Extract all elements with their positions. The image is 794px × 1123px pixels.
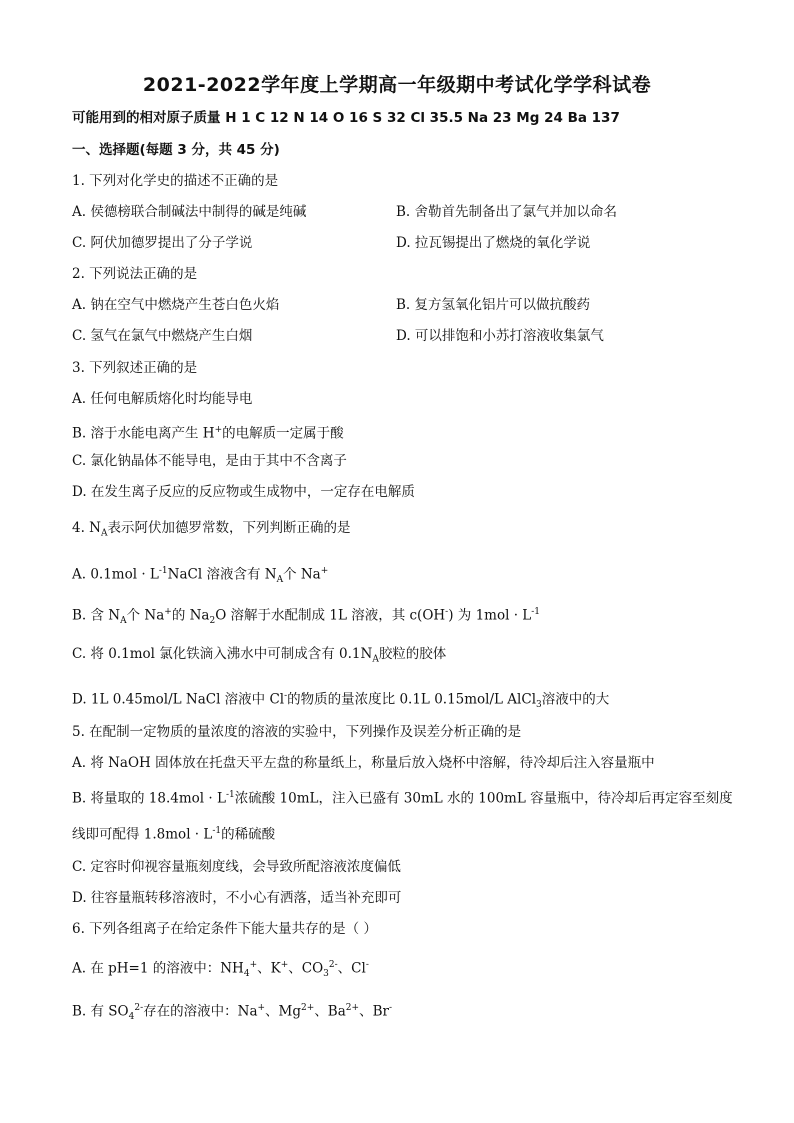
superscript: -	[445, 607, 449, 617]
option-b: B. 舍勒首先制备出了氯气并加以命名	[396, 204, 618, 220]
option-c: C. 氢气在氯气中燃烧产生白烟	[72, 328, 253, 344]
subscript: 4	[128, 1012, 135, 1023]
question-5-option-b	[72, 785, 733, 809]
option-text: A. 0.1mol · L	[72, 566, 159, 583]
option-a: A. 侯德榜联合制碱法中制得的碱是纯碱	[72, 204, 307, 220]
superscript: -	[365, 960, 369, 970]
question-3-stem: 3. 下列叙述正确的是	[72, 360, 198, 376]
option-text: 、Cl	[337, 960, 366, 977]
option-text: 的稀硫酸	[221, 826, 276, 843]
option-d: D. 可以排饱和小苏打溶液收集氯气	[396, 328, 604, 344]
superscript: -1	[531, 607, 541, 617]
option-text: NaCl 溶液含有 N	[167, 566, 277, 583]
question-4-option-c	[72, 644, 446, 670]
superscript: +	[320, 566, 329, 576]
question-3-option-b	[72, 420, 344, 444]
subscript: A	[276, 575, 284, 586]
option-text: 线即可配得 1.8mol · L	[72, 826, 213, 843]
superscript: -1	[225, 790, 235, 800]
option-text: 、CO	[288, 960, 324, 977]
option-d: D. 拉瓦锡提出了燃烧的氧化学说	[396, 235, 591, 251]
subscript: 4	[243, 969, 250, 980]
atomic-masses: 可能用到的相对原子质量 H 1 C 12 N 14 O 16 S 32 Cl 35.5 Na 23 Mg 24 Ba 137	[72, 110, 620, 126]
option-text: 的物质的量浓度比 0.1L 0.15mol/L AlCl	[287, 691, 537, 708]
question-2-options-ab	[72, 295, 722, 315]
option-text: 浓硫酸 10mL，注入已盛有 30mL 水的 100mL 容量瓶中，待冷却后再定容至刻度	[234, 790, 733, 807]
question-6-option-a	[72, 955, 369, 984]
option-text: 溶液中的大	[541, 691, 610, 708]
question-4-option-b	[72, 602, 540, 631]
superscript: -	[284, 691, 288, 701]
question-1-options-ab	[72, 202, 722, 222]
question-1-options-cd	[72, 233, 722, 253]
question-4-option-a	[72, 561, 328, 590]
question-5-option-b-continued	[72, 821, 275, 845]
option-text: ) 为 1mol · L	[448, 607, 532, 624]
question-2-options-cd	[72, 326, 722, 346]
superscript: -1	[158, 566, 168, 576]
superscript: 2-	[134, 1003, 144, 1013]
option-text: B. 溶于水能电离产生 H	[72, 425, 215, 442]
option-b: B. 复方氢氧化铝片可以做抗酸药	[396, 297, 591, 313]
question-3-option-d: D. 在发生离子反应的反应物或生成物中，一定存在电解质	[72, 484, 415, 500]
option-text: 个 Na	[126, 607, 165, 624]
question-2-stem: 2. 下列说法正确的是	[72, 266, 198, 282]
stem-text: 表示阿伏加德罗常数，下列判断正确的是	[107, 520, 351, 536]
option-text: 、Ba	[314, 1003, 346, 1020]
superscript: 2-	[328, 960, 338, 970]
option-text: A. 在 pH=1 的溶液中：NH	[72, 960, 244, 977]
superscript: +	[214, 425, 223, 435]
subscript: 3	[323, 969, 329, 980]
option-text: 、Mg	[265, 1003, 302, 1020]
option-text: B. 有 SO	[72, 1003, 129, 1020]
question-4-option-d	[72, 686, 609, 715]
question-6-stem: 6. 下列各组离子在给定条件下能大量共存的是（ ）	[72, 921, 377, 937]
option-text: C. 将 0.1mol 氯化铁滴入沸水中可制成含有 0.1N	[72, 646, 373, 662]
superscript: +	[164, 607, 172, 617]
option-c: C. 阿伏加德罗提出了分子学说	[72, 235, 253, 251]
superscript: -	[388, 1003, 392, 1013]
subscript: 2	[209, 616, 216, 627]
question-3-option-a: A. 任何电解质熔化时均能导电	[72, 391, 253, 407]
exam-title: 2021-2022学年度上学期高一年级期中考试化学学科试卷	[142, 74, 652, 96]
question-4-stem	[72, 518, 350, 544]
option-text: 、K	[257, 960, 281, 977]
subscript: A	[120, 616, 127, 627]
option-text: 的 Na	[171, 607, 210, 624]
option-text: B. 含 N	[72, 607, 121, 624]
subscript: A	[372, 654, 379, 665]
option-text: 、Br	[359, 1003, 389, 1020]
subscript: A	[100, 528, 108, 539]
question-1-stem: 1. 下列对化学史的描述不正确的是	[72, 173, 279, 189]
option-text: 胶粒的胶体	[378, 646, 447, 662]
option-text: B. 将量取的 18.4mol · L	[72, 790, 226, 807]
option-text: 的电解质一定属于酸	[222, 425, 344, 442]
superscript: 2+	[345, 1003, 360, 1013]
stem-text: 4. N	[72, 520, 101, 536]
subscript: 3	[536, 700, 542, 711]
question-5-option-a: A. 将 NaOH 固体放在托盘天平左盘的称量纸上，称量后放入烧杯中溶解，待冷却后注入容量瓶中	[72, 755, 655, 771]
question-5-option-c: C. 定容时仰视容量瓶刻度线，会导致所配溶液浓度偏低	[72, 859, 401, 875]
superscript: +	[249, 960, 258, 970]
question-3-option-c: C. 氯化钠晶体不能导电，是由于其中不含离子	[72, 453, 347, 469]
superscript: -1	[212, 826, 222, 836]
option-text: 存在的溶液中：Na	[143, 1003, 258, 1020]
superscript: +	[257, 1003, 266, 1013]
option-a: A. 钠在空气中燃烧产生苍白色火焰	[72, 297, 280, 313]
option-text: O 溶解于水配制成 1L 溶液，其 c(OH	[215, 607, 446, 624]
section-heading: 一、选择题(每题 3 分，共 45 分)	[72, 142, 280, 158]
option-text: D. 1L 0.45mol/L NaCl 溶液中 Cl	[72, 691, 285, 708]
question-5-option-d: D. 往容量瓶转移溶液时，不小心有洒落，适当补充即可	[72, 890, 402, 906]
option-text: 个 Na	[283, 566, 321, 583]
superscript: +	[280, 960, 289, 970]
question-6-option-b	[72, 998, 392, 1027]
question-5-stem: 5. 在配制一定物质的量浓度的溶液的实验中，下列操作及误差分析正确的是	[72, 724, 522, 740]
superscript: 2+	[301, 1003, 315, 1013]
